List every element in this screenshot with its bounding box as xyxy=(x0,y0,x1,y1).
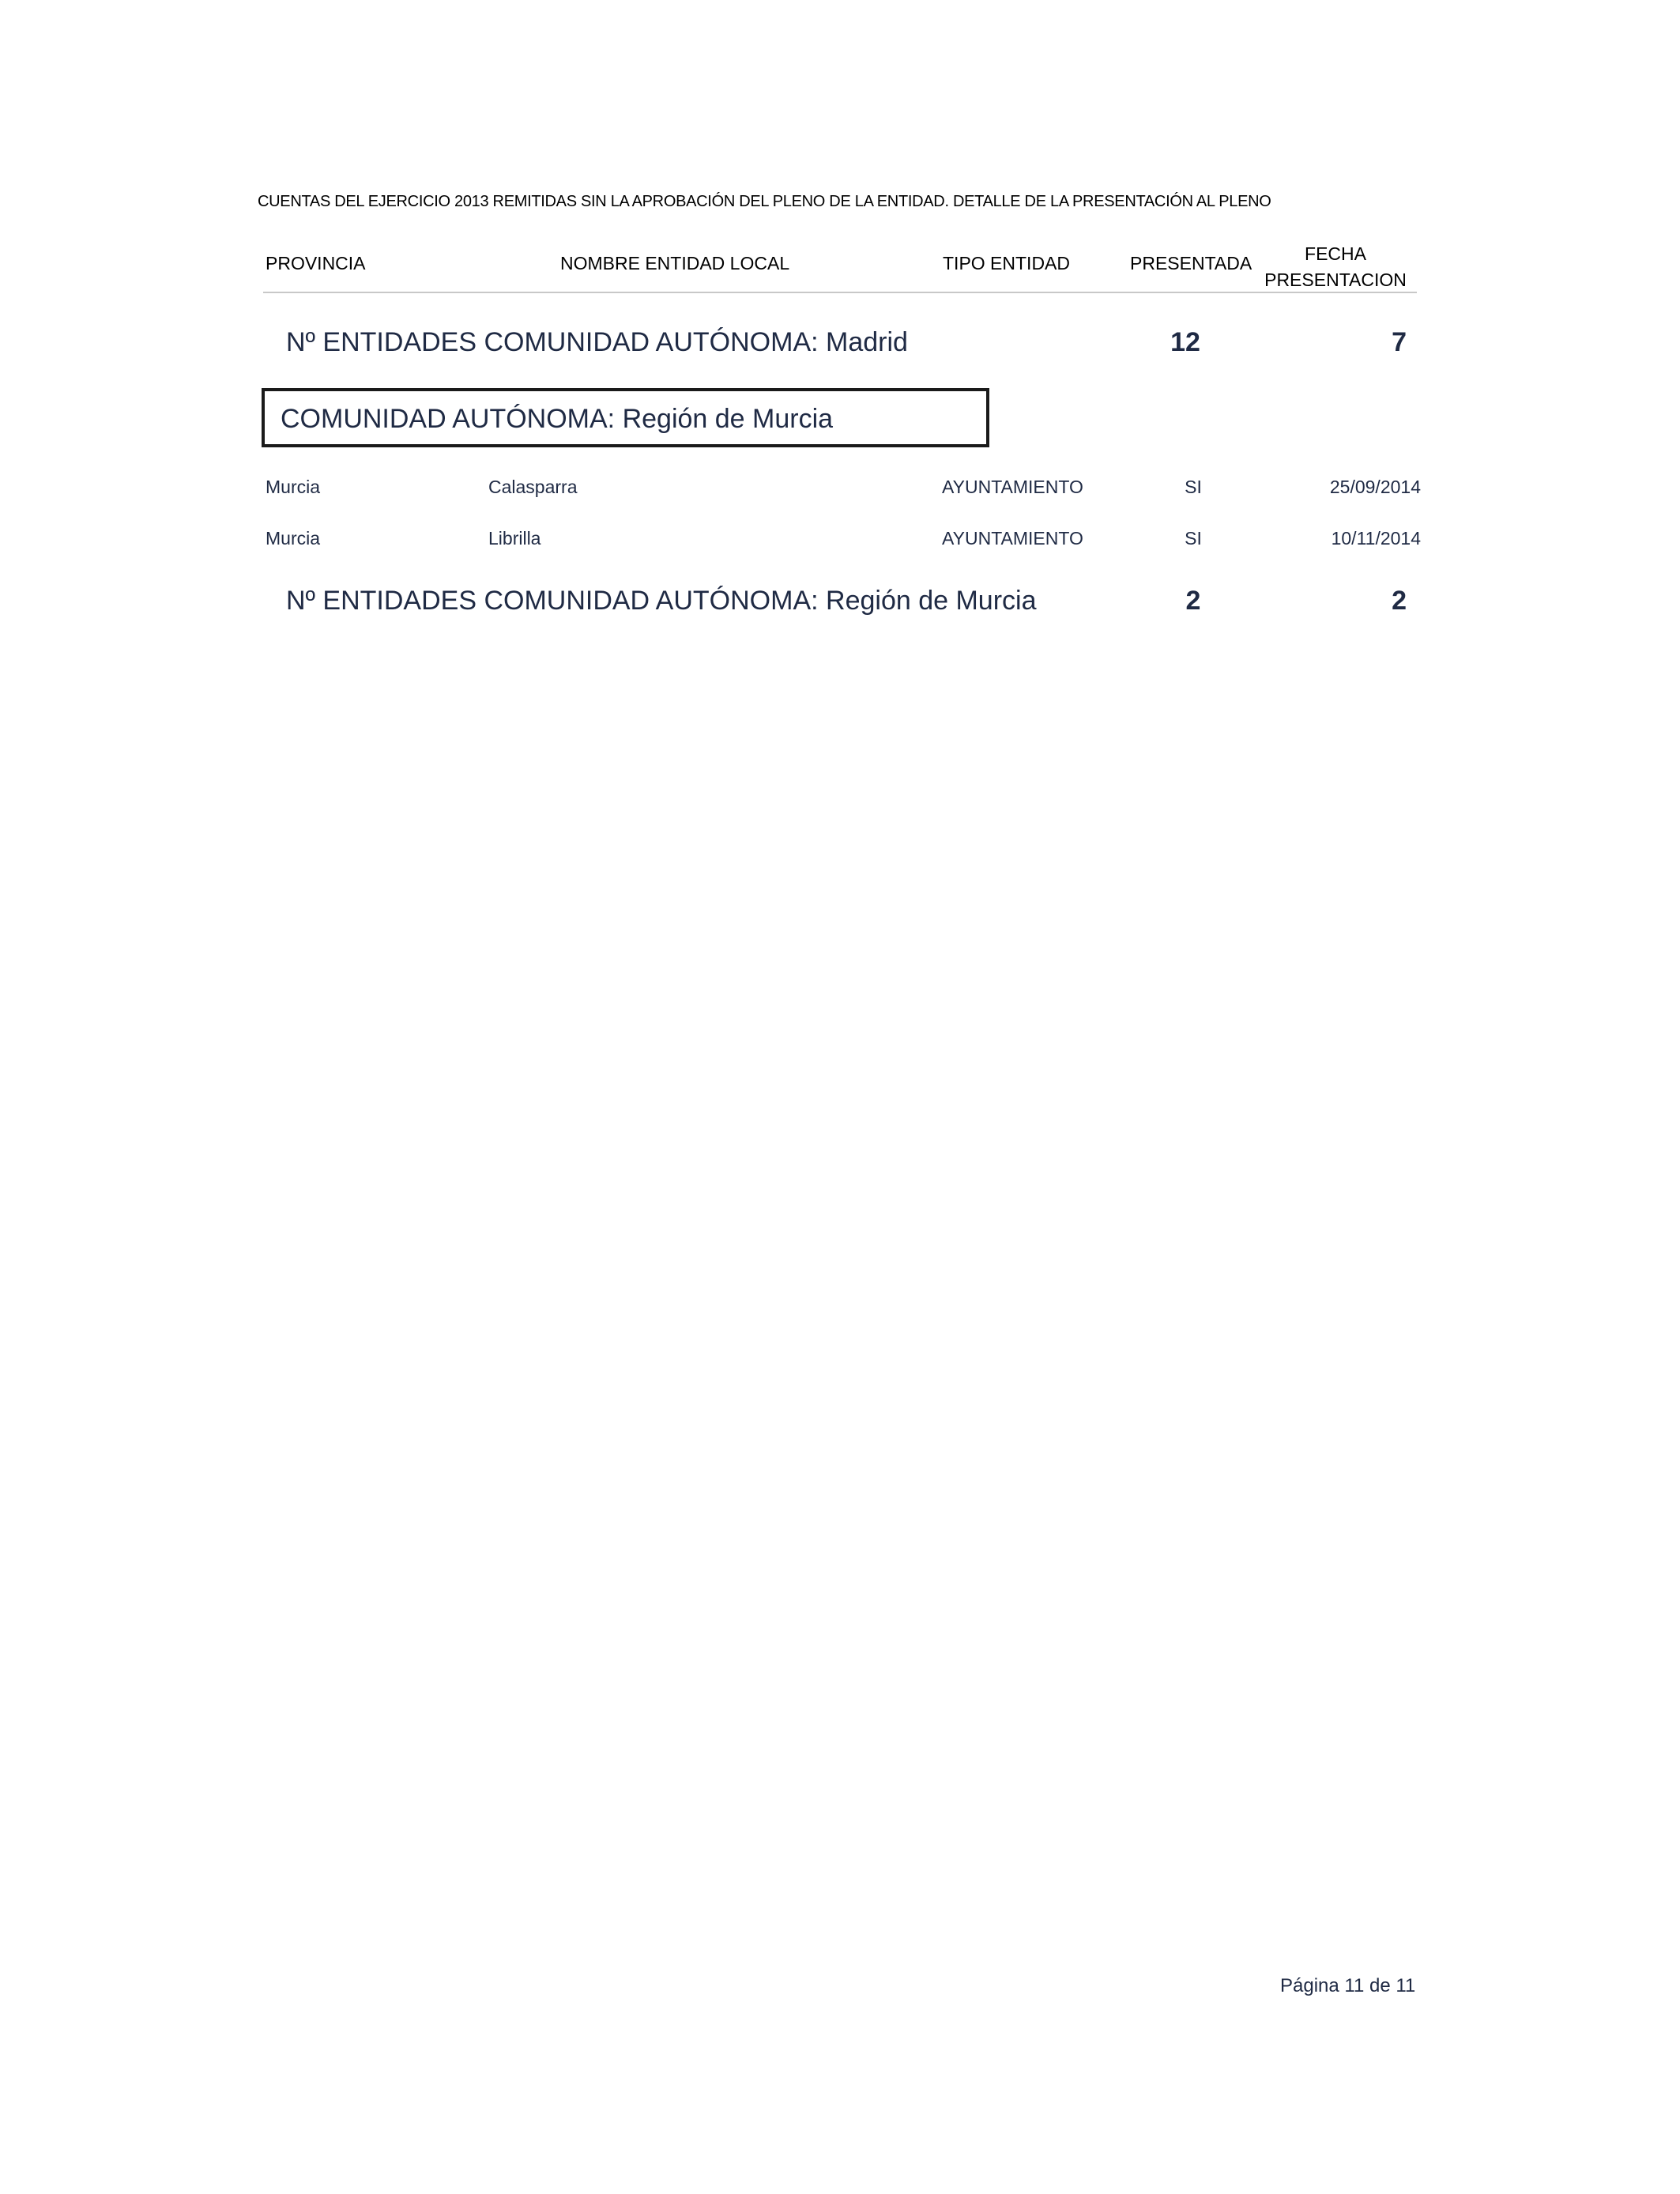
cell-presentada: SI xyxy=(1185,528,1202,548)
summary-count: 2 xyxy=(1185,586,1201,616)
summary-label: Nº ENTIDADES COMUNIDAD AUTÓNOMA: Madrid xyxy=(286,327,908,357)
cell-fecha: 10/11/2014 xyxy=(1331,528,1421,548)
summary-presented: 2 xyxy=(1392,586,1407,616)
page-number: Página 11 de 11 xyxy=(1280,1975,1416,1996)
summary-count: 12 xyxy=(1170,327,1200,357)
cell-provincia: Murcia xyxy=(266,528,321,548)
cell-tipo: AYUNTAMIENTO xyxy=(942,528,1083,548)
column-header-tipo: TIPO ENTIDAD xyxy=(943,253,1071,273)
column-header-provincia: PROVINCIA xyxy=(266,253,366,273)
cell-nombre: Librilla xyxy=(488,528,541,548)
summary-label: Nº ENTIDADES COMUNIDAD AUTÓNOMA: Región de Murcia xyxy=(286,586,1037,616)
cell-presentada: SI xyxy=(1185,477,1202,497)
region-header xyxy=(262,388,989,447)
header-divider xyxy=(263,292,1417,293)
cell-nombre: Calasparra xyxy=(488,477,578,497)
cell-fecha: 25/09/2014 xyxy=(1329,477,1421,497)
region-label: COMUNIDAD AUTÓNOMA: Región de Murcia xyxy=(281,404,834,434)
document-title: CUENTAS DEL EJERCICIO 2013 REMITIDAS SIN LA APROBACIÓN DEL PLENO DE LA ENTIDAD. DETALLE DE LA PRESENTACIÓN AL PLENO xyxy=(258,193,1271,210)
column-header-nombre: NOMBRE ENTIDAD LOCAL xyxy=(560,253,790,273)
cell-tipo: AYUNTAMIENTO xyxy=(942,477,1083,497)
cell-provincia: Murcia xyxy=(266,477,321,497)
summary-presented: 7 xyxy=(1392,327,1407,357)
column-header-fecha-line1: FECHA xyxy=(1305,243,1366,264)
column-header-fecha-line2: PRESENTACION xyxy=(1264,270,1407,290)
column-header-presentada: PRESENTADA xyxy=(1130,253,1252,273)
